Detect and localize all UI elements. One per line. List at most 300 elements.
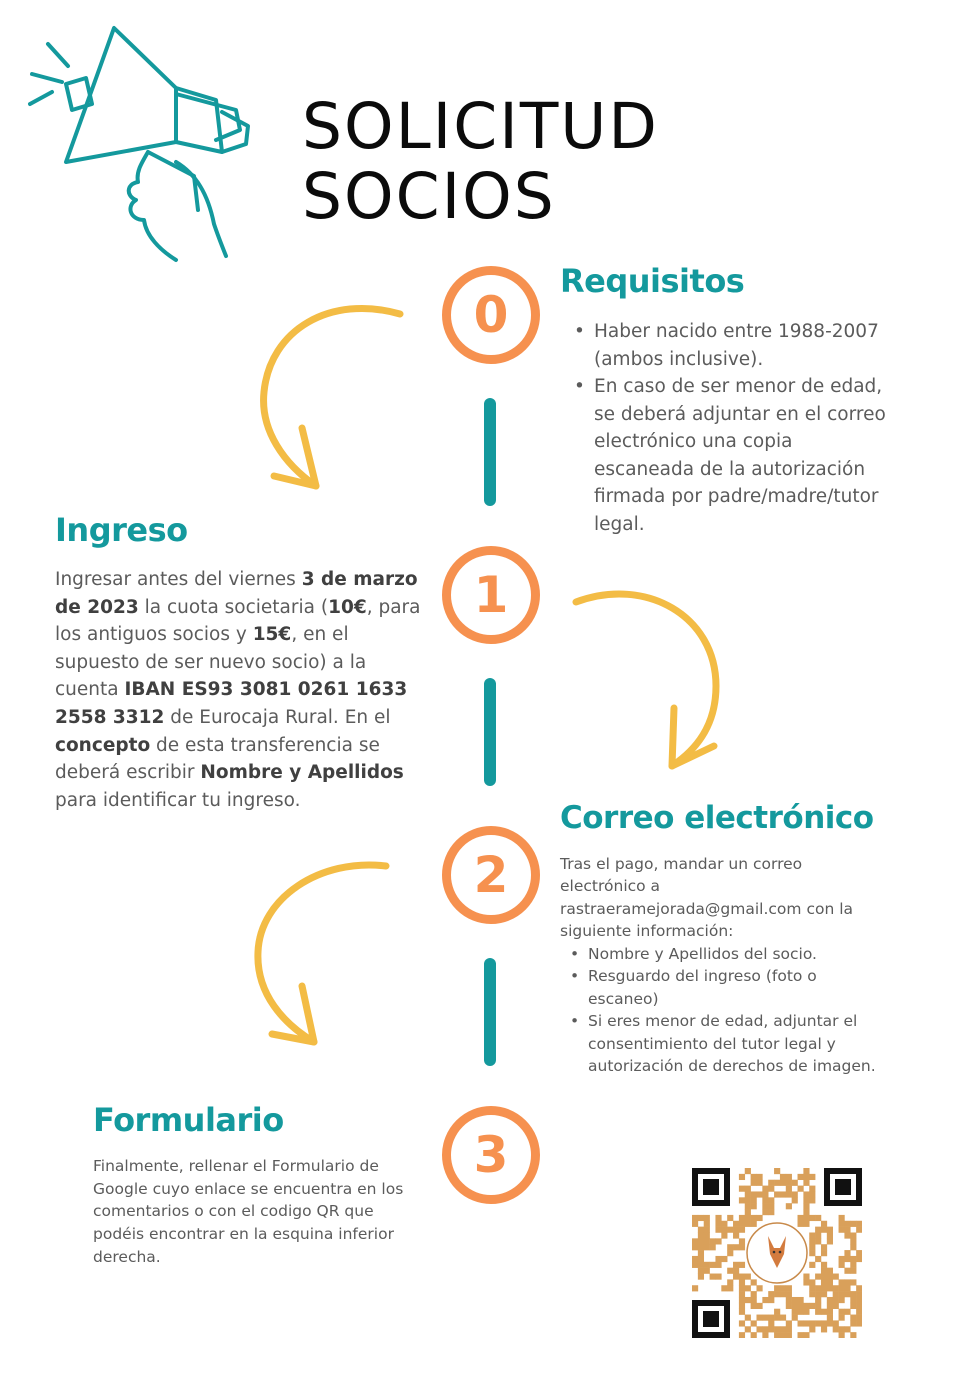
qr-module (739, 1285, 745, 1291)
step-3-circle (442, 1106, 540, 1204)
qr-module (833, 1297, 839, 1303)
list-item (570, 965, 890, 1010)
ingreso-text-part: de Eurocaja Rural. En el (164, 706, 391, 728)
qr-module (745, 1168, 751, 1174)
curved-arrow-icon (566, 586, 736, 786)
qr-module (850, 1232, 856, 1238)
title-line-1: SOLICITUD (302, 90, 659, 163)
qr-module (798, 1215, 804, 1221)
qr-module (815, 1320, 821, 1326)
qr-module (844, 1256, 850, 1262)
qr-module (792, 1197, 798, 1203)
requisito-text: Haber nacido entre 1988-2007 (ambos inclusive). (594, 321, 879, 370)
step-2-number: 2 (473, 846, 509, 904)
qr-module (803, 1309, 809, 1315)
qr-module (821, 1262, 827, 1268)
qr-module (715, 1262, 721, 1268)
qr-module (809, 1197, 815, 1203)
requisitos-heading: Requisitos (560, 262, 745, 300)
qr-module (798, 1309, 804, 1315)
qr-module (839, 1227, 845, 1233)
qr-module (739, 1197, 745, 1203)
qr-module (827, 1285, 833, 1291)
qr-module (733, 1244, 739, 1250)
qr-module (850, 1303, 856, 1309)
qr-module (786, 1203, 792, 1209)
qr-module (803, 1174, 809, 1180)
qr-module (827, 1238, 833, 1244)
qr-module (803, 1209, 809, 1215)
ingreso-text-part: , para los antiguos socios y (55, 596, 421, 646)
title-line-2: SOCIOS (302, 160, 556, 233)
qr-module (792, 1309, 798, 1315)
qr-module (692, 1215, 698, 1221)
ingreso-text-part: la cuota societaria ( (138, 596, 329, 618)
qr-module (698, 1274, 704, 1280)
qr-module (786, 1174, 792, 1180)
qr-module (803, 1320, 809, 1326)
qr-module (739, 1332, 745, 1338)
qr-module (739, 1262, 745, 1268)
qr-module (768, 1203, 774, 1209)
qr-module (710, 1274, 716, 1280)
qr-module (762, 1209, 768, 1215)
qr-module (745, 1215, 751, 1221)
qr-module (756, 1285, 762, 1291)
ingreso-text-part: Ingresar antes del viernes (55, 569, 302, 590)
qr-module (821, 1227, 827, 1233)
qr-module (704, 1262, 710, 1268)
qr-module (856, 1309, 862, 1315)
qr-module (786, 1180, 792, 1186)
qr-module (739, 1279, 745, 1285)
step-0-circle (442, 266, 540, 364)
qr-module (821, 1250, 827, 1256)
qr-module (751, 1174, 757, 1180)
qr-module (821, 1309, 827, 1315)
qr-module (809, 1215, 815, 1221)
qr-module (751, 1320, 757, 1326)
qr-module (698, 1232, 704, 1238)
qr-module (827, 1315, 833, 1321)
qr-module (745, 1197, 751, 1203)
qr-module (733, 1232, 739, 1238)
qr-module (827, 1303, 833, 1309)
qr-module (798, 1186, 804, 1192)
qr-module (844, 1326, 850, 1332)
qr-module (856, 1227, 862, 1233)
qr-module (727, 1215, 733, 1221)
qr-module (856, 1250, 862, 1256)
qr-module (768, 1197, 774, 1203)
qr-module (715, 1227, 721, 1233)
qr-module (762, 1332, 768, 1338)
qr-module (692, 1244, 698, 1250)
qr-module (792, 1297, 798, 1303)
qr-module (844, 1285, 850, 1291)
qr-module (833, 1274, 839, 1280)
qr-module (798, 1332, 804, 1338)
qr-module (774, 1326, 780, 1332)
qr-module (739, 1174, 745, 1180)
qr-module (803, 1332, 809, 1338)
qr-module (692, 1238, 698, 1244)
qr-logo (747, 1223, 807, 1283)
qr-module (774, 1291, 780, 1297)
qr-module (803, 1303, 809, 1309)
qr-module (809, 1186, 815, 1192)
qr-module (774, 1168, 780, 1174)
qr-module (774, 1315, 780, 1321)
qr-module (780, 1191, 786, 1197)
qr-module (815, 1285, 821, 1291)
qr-module (715, 1238, 721, 1244)
qr-module (803, 1168, 809, 1174)
formulario-heading: Formulario (93, 1101, 284, 1139)
qr-module (698, 1262, 704, 1268)
qr-module (815, 1274, 821, 1280)
qr-module (745, 1209, 751, 1215)
qr-module (827, 1297, 833, 1303)
qr-module (821, 1268, 827, 1274)
qr-module (850, 1244, 856, 1250)
qr-module (856, 1315, 862, 1321)
qr-module (815, 1215, 821, 1221)
curved-arrow-icon (250, 300, 420, 500)
qr-module (850, 1291, 856, 1297)
qr-module (727, 1268, 733, 1274)
qr-module (850, 1268, 856, 1274)
qr-module (715, 1215, 721, 1221)
qr-module (704, 1232, 710, 1238)
qr-module (809, 1285, 815, 1291)
qr-module (704, 1268, 710, 1274)
requisito-text: En caso de ser menor de edad, se deberá adjuntar en el correo electrónico una copia escaneada de la autorización firmada por padre/madre/tutor legal. (594, 376, 886, 535)
qr-module (809, 1232, 815, 1238)
list-item (570, 1010, 890, 1077)
qr-module (745, 1191, 751, 1197)
qr-module (733, 1262, 739, 1268)
qr-module (821, 1326, 827, 1332)
qr-module (745, 1315, 751, 1321)
qr-module (844, 1227, 850, 1233)
qr-module (710, 1262, 716, 1268)
qr-module (733, 1274, 739, 1280)
qr-module (798, 1303, 804, 1309)
ingreso-text-part: , en el supuesto de ser nuevo socio) a la cuenta (55, 624, 367, 701)
qr-module (809, 1279, 815, 1285)
qr-module (780, 1285, 786, 1291)
qr-module (692, 1285, 698, 1291)
qr-module (827, 1232, 833, 1238)
ingreso-nombre: Nombre y Apellidos (200, 762, 404, 784)
qr-module (751, 1197, 757, 1203)
qr-module (733, 1221, 739, 1227)
qr-module (815, 1291, 821, 1297)
qr-module (692, 1256, 698, 1262)
qr-module (751, 1291, 757, 1297)
step-0-number: 0 (473, 286, 509, 344)
qr-module (751, 1297, 757, 1303)
qr-module (762, 1297, 768, 1303)
qr-module (844, 1221, 850, 1227)
qr-module (739, 1227, 745, 1233)
qr-module (704, 1244, 710, 1250)
qr-module (850, 1320, 856, 1326)
qr-module (839, 1221, 845, 1227)
qr-module (704, 1215, 710, 1221)
qr-module (768, 1209, 774, 1215)
qr-module (710, 1238, 716, 1244)
qr-module (721, 1256, 727, 1262)
qr-module (768, 1326, 774, 1332)
qr-module (721, 1232, 727, 1238)
list-item (570, 943, 890, 965)
correo-list (570, 943, 890, 1077)
qr-module (768, 1186, 774, 1192)
qr-module (698, 1268, 704, 1274)
qr-module (715, 1256, 721, 1262)
correo-item-text: Nombre y Apellidos del socio. (588, 945, 817, 963)
qr-module (698, 1227, 704, 1233)
step-1-number: 1 (473, 566, 509, 624)
qr-module (768, 1315, 774, 1321)
qr-module (809, 1303, 815, 1309)
qr-module (704, 1221, 710, 1227)
qr-module (839, 1291, 845, 1297)
qr-module (792, 1191, 798, 1197)
qr-module (786, 1332, 792, 1338)
qr-module (833, 1291, 839, 1297)
qr-module (839, 1262, 845, 1268)
qr-module (745, 1186, 751, 1192)
qr-module (803, 1203, 809, 1209)
qr-module (745, 1326, 751, 1332)
qr-module (780, 1291, 786, 1297)
qr-module (739, 1309, 745, 1315)
qr-module (762, 1191, 768, 1197)
qr-module (833, 1285, 839, 1291)
qr-module (786, 1285, 792, 1291)
qr-module (751, 1303, 757, 1309)
qr-module (698, 1215, 704, 1221)
qr-module (727, 1279, 733, 1285)
qr-module (739, 1238, 745, 1244)
qr-module (815, 1309, 821, 1315)
qr-module (745, 1203, 751, 1209)
curved-arrow-icon (250, 858, 420, 1058)
qr-code[interactable] (692, 1168, 862, 1338)
qr-module (850, 1279, 856, 1285)
qr-module (821, 1244, 827, 1250)
qr-module (850, 1256, 856, 1262)
qr-module (809, 1174, 815, 1180)
qr-module (809, 1250, 815, 1256)
qr-module (850, 1297, 856, 1303)
qr-module (850, 1332, 856, 1338)
qr-module (780, 1180, 786, 1186)
qr-module (827, 1274, 833, 1280)
qr-module (856, 1221, 862, 1227)
qr-module (739, 1303, 745, 1309)
qr-module (751, 1279, 757, 1285)
qr-module (809, 1291, 815, 1297)
qr-module (803, 1279, 809, 1285)
qr-module (850, 1238, 856, 1244)
requisitos-list (574, 318, 896, 538)
qr-module (839, 1309, 845, 1315)
qr-module (821, 1279, 827, 1285)
qr-module (850, 1262, 856, 1268)
qr-module (839, 1297, 845, 1303)
qr-module (833, 1326, 839, 1332)
qr-module (839, 1256, 845, 1262)
qr-module (739, 1186, 745, 1192)
qr-module (780, 1315, 786, 1321)
qr-module (856, 1320, 862, 1326)
correo-heading: Correo electrónico (560, 800, 874, 836)
qr-module (756, 1326, 762, 1332)
qr-module (774, 1309, 780, 1315)
qr-module (692, 1221, 698, 1227)
qr-module (792, 1180, 798, 1186)
timeline-connector (484, 678, 496, 786)
correo-item-text: Resguardo del ingreso (foto o escaneo) (588, 967, 817, 1008)
qr-module (792, 1315, 798, 1321)
qr-module (850, 1315, 856, 1321)
qr-module (727, 1227, 733, 1233)
qr-module (821, 1285, 827, 1291)
qr-module (856, 1303, 862, 1309)
ingreso-fee-old: 10€ (328, 596, 367, 618)
qr-module (798, 1174, 804, 1180)
qr-module (774, 1332, 780, 1338)
qr-module (704, 1227, 710, 1233)
qr-module (827, 1309, 833, 1315)
qr-module (698, 1256, 704, 1262)
qr-module (827, 1279, 833, 1285)
qr-module (751, 1191, 757, 1197)
qr-module (704, 1238, 710, 1244)
qr-module (780, 1326, 786, 1332)
qr-module (839, 1315, 845, 1321)
correo-item-text: Si eres menor de edad, adjuntar el consentimiento del tutor legal y autorización de derechos de imagen. (588, 1012, 876, 1076)
qr-module (768, 1320, 774, 1326)
qr-module (809, 1244, 815, 1250)
qr-module (751, 1180, 757, 1186)
step-2-circle (442, 826, 540, 924)
qr-module (745, 1297, 751, 1303)
qr-module (844, 1279, 850, 1285)
qr-module (727, 1250, 733, 1256)
qr-module (815, 1238, 821, 1244)
qr-module (756, 1215, 762, 1221)
qr-module (739, 1274, 745, 1280)
qr-module (780, 1174, 786, 1180)
qr-module (739, 1320, 745, 1326)
qr-module (739, 1297, 745, 1303)
qr-module (762, 1203, 768, 1209)
qr-module (803, 1221, 809, 1227)
qr-module (780, 1332, 786, 1338)
qr-module (786, 1291, 792, 1297)
page-title (302, 92, 659, 232)
qr-module (751, 1203, 757, 1209)
timeline-connector (484, 398, 496, 506)
qr-module (698, 1250, 704, 1256)
qr-module (733, 1227, 739, 1233)
qr-module (692, 1262, 698, 1268)
step-1-circle (442, 546, 540, 644)
qr-module (739, 1244, 745, 1250)
qr-module (809, 1320, 815, 1326)
ingreso-text-part: de esta transferencia se deberá escribir (55, 734, 380, 784)
qr-module (844, 1268, 850, 1274)
qr-module (850, 1221, 856, 1227)
qr-module (815, 1303, 821, 1309)
formulario-text: Finalmente, rellenar el Formulario de Google cuyo enlace se encuentra en los comentarios o con el codigo QR que podéis encontrar en la esquina inferior derecha. (93, 1157, 404, 1266)
qr-module (844, 1291, 850, 1297)
qr-module (762, 1326, 768, 1332)
qr-module (721, 1221, 727, 1227)
qr-module (792, 1303, 798, 1309)
qr-module (803, 1191, 809, 1197)
qr-module (727, 1244, 733, 1250)
qr-module (856, 1256, 862, 1262)
qr-module (768, 1291, 774, 1297)
qr-module (745, 1274, 751, 1280)
qr-module (833, 1303, 839, 1309)
qr-module (821, 1221, 827, 1227)
qr-module (786, 1326, 792, 1332)
qr-module (721, 1285, 727, 1291)
qr-module (809, 1191, 815, 1197)
qr-module (751, 1221, 757, 1227)
qr-module (803, 1274, 809, 1280)
ingreso-text (55, 566, 427, 814)
qr-module (803, 1180, 809, 1186)
ingreso-concepto: concepto (55, 734, 151, 756)
qr-module (821, 1274, 827, 1280)
timeline-connector (484, 958, 496, 1066)
qr-module (844, 1250, 850, 1256)
ingreso-text-part: para identificar tu ingreso. (55, 789, 301, 811)
qr-module (698, 1238, 704, 1244)
qr-module (839, 1279, 845, 1285)
qr-module (756, 1174, 762, 1180)
qr-module (815, 1227, 821, 1233)
qr-module (815, 1256, 821, 1262)
qr-module (821, 1320, 827, 1326)
correo-intro: Tras el pago, mandar un correo electrónico a rastraeramejorada@gmail.com con la siguiente información: (560, 855, 854, 941)
qr-module (786, 1297, 792, 1303)
qr-module (786, 1186, 792, 1192)
qr-module (756, 1180, 762, 1186)
qr-module (739, 1215, 745, 1221)
qr-module (751, 1215, 757, 1221)
qr-module (751, 1332, 757, 1338)
qr-module (768, 1297, 774, 1303)
qr-module (762, 1186, 768, 1192)
qr-module (756, 1303, 762, 1309)
ingreso-heading: Ingreso (55, 511, 188, 549)
qr-module (798, 1320, 804, 1326)
qr-module (762, 1197, 768, 1203)
ingreso-fee-new: 15€ (252, 624, 292, 646)
qr-module (756, 1315, 762, 1321)
qr-finder-top-left (692, 1168, 730, 1206)
qr-module (839, 1215, 845, 1221)
